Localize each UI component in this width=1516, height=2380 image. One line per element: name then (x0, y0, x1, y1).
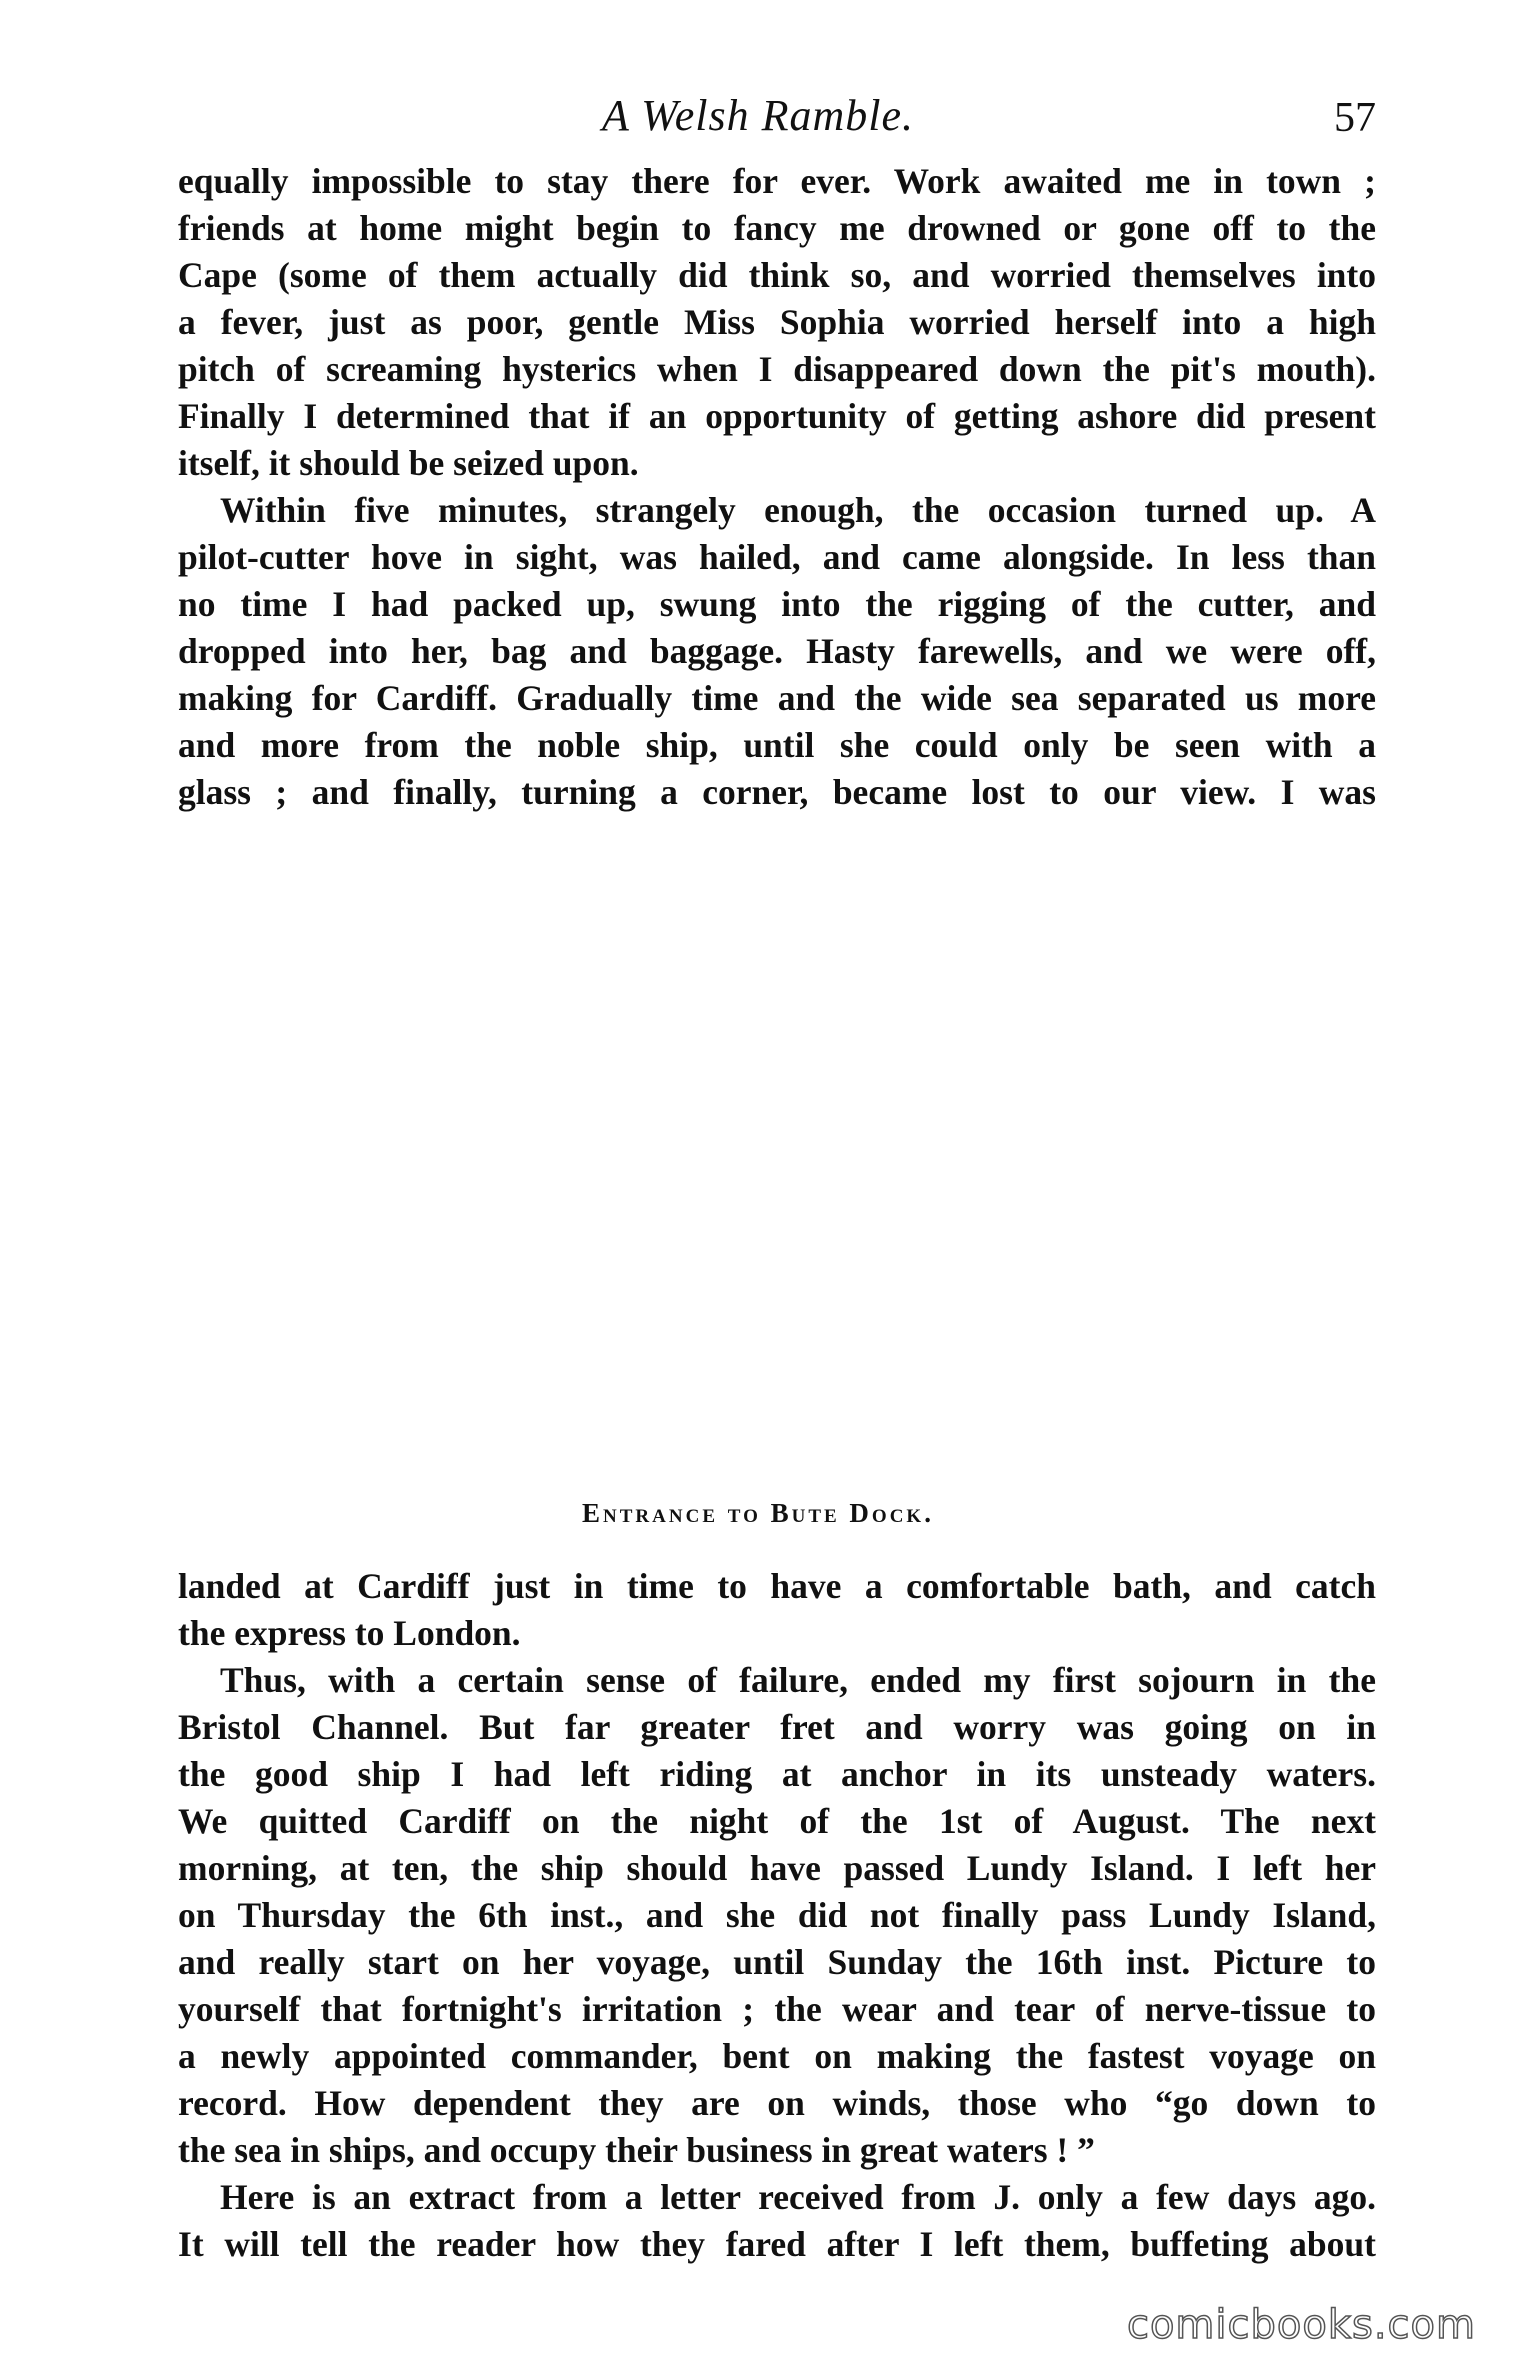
text-line: a fever, just as poor, gentle Miss Sophia worried herself into a high (178, 302, 1376, 342)
text-line: It will tell the reader how they fared after I left them, buffeting about (178, 2224, 1376, 2264)
text-line: Within five minutes, strangely enough, the occasion turned up. A (220, 490, 1376, 530)
body-text-bottom (178, 1563, 1376, 2268)
text-line: the express to London. (178, 1613, 521, 1653)
page-number: 57 (1334, 95, 1376, 141)
text-line: and really start on her voyage, until Sunday the 16th inst. Picture to (178, 1942, 1376, 1982)
watermark: comicbooks.com (1126, 2302, 1476, 2348)
running-title: A Welsh Ramble. (602, 91, 914, 140)
text-line: Cape (some of them actually did think so, and worried themselves into (178, 255, 1376, 295)
illustration-caption: Entrance to Bute Dock. (582, 1498, 934, 1528)
text-line: a newly appointed commander, bent on making the fastest voyage on (178, 2036, 1376, 2076)
text-line: dropped into her, bag and baggage. Hasty farewells, and we were off, (178, 631, 1376, 671)
text-line: morning, at ten, the ship should have passed Lundy Island. I left her (178, 1848, 1376, 1888)
text-line: equally impossible to stay there for ever. Work awaited me in town ; (178, 161, 1376, 201)
text-line: pitch of screaming hysterics when I disappeared down the pit's mouth). (178, 349, 1376, 389)
text-line: no time I had packed up, swung into the rigging of the cutter, and (178, 584, 1376, 624)
text-line: Bristol Channel. But far greater fret and worry was going on in (178, 1707, 1376, 1747)
text-line: making for Cardiff. Gradually time and the wide sea separated us more (178, 678, 1376, 718)
text-line: yourself that fortnight's irritation ; the wear and tear of nerve-tissue to (178, 1989, 1376, 2029)
text-line: glass ; and finally, turning a corner, became lost to our view. I was (178, 772, 1376, 812)
body-text-top (178, 158, 1376, 816)
text-line: Here is an extract from a letter received from J. only a few days ago. (220, 2177, 1376, 2217)
text-line: itself, it should be seized upon. (178, 443, 639, 483)
text-line: the good ship I had left riding at anchor in its unsteady waters. (178, 1754, 1376, 1794)
text-line: Finally I determined that if an opportunity of getting ashore did present (178, 396, 1376, 436)
text-line: on Thursday the 6th inst., and she did not finally pass Lundy Island, (178, 1895, 1376, 1935)
text-line: and more from the noble ship, until she could only be seen with a (178, 725, 1376, 765)
text-line: friends at home might begin to fancy me drowned or gone off to the (178, 208, 1376, 248)
text-line: pilot-cutter hove in sight, was hailed, and came alongside. In less than (178, 537, 1376, 577)
text-line: landed at Cardiff just in time to have a comfortable bath, and catch (178, 1566, 1376, 1606)
text-line: the sea in ships, and occupy their business in great waters ! ” (178, 2130, 1095, 2170)
text-line: record. How dependent they are on winds, those who “go down to (178, 2083, 1376, 2123)
illustration-area (178, 840, 1376, 1480)
text-line: Thus, with a certain sense of failure, ended my first sojourn in the (220, 1660, 1376, 1700)
running-head (0, 90, 1516, 150)
text-line: We quitted Cardiff on the night of the 1st of August. The next (178, 1801, 1376, 1841)
